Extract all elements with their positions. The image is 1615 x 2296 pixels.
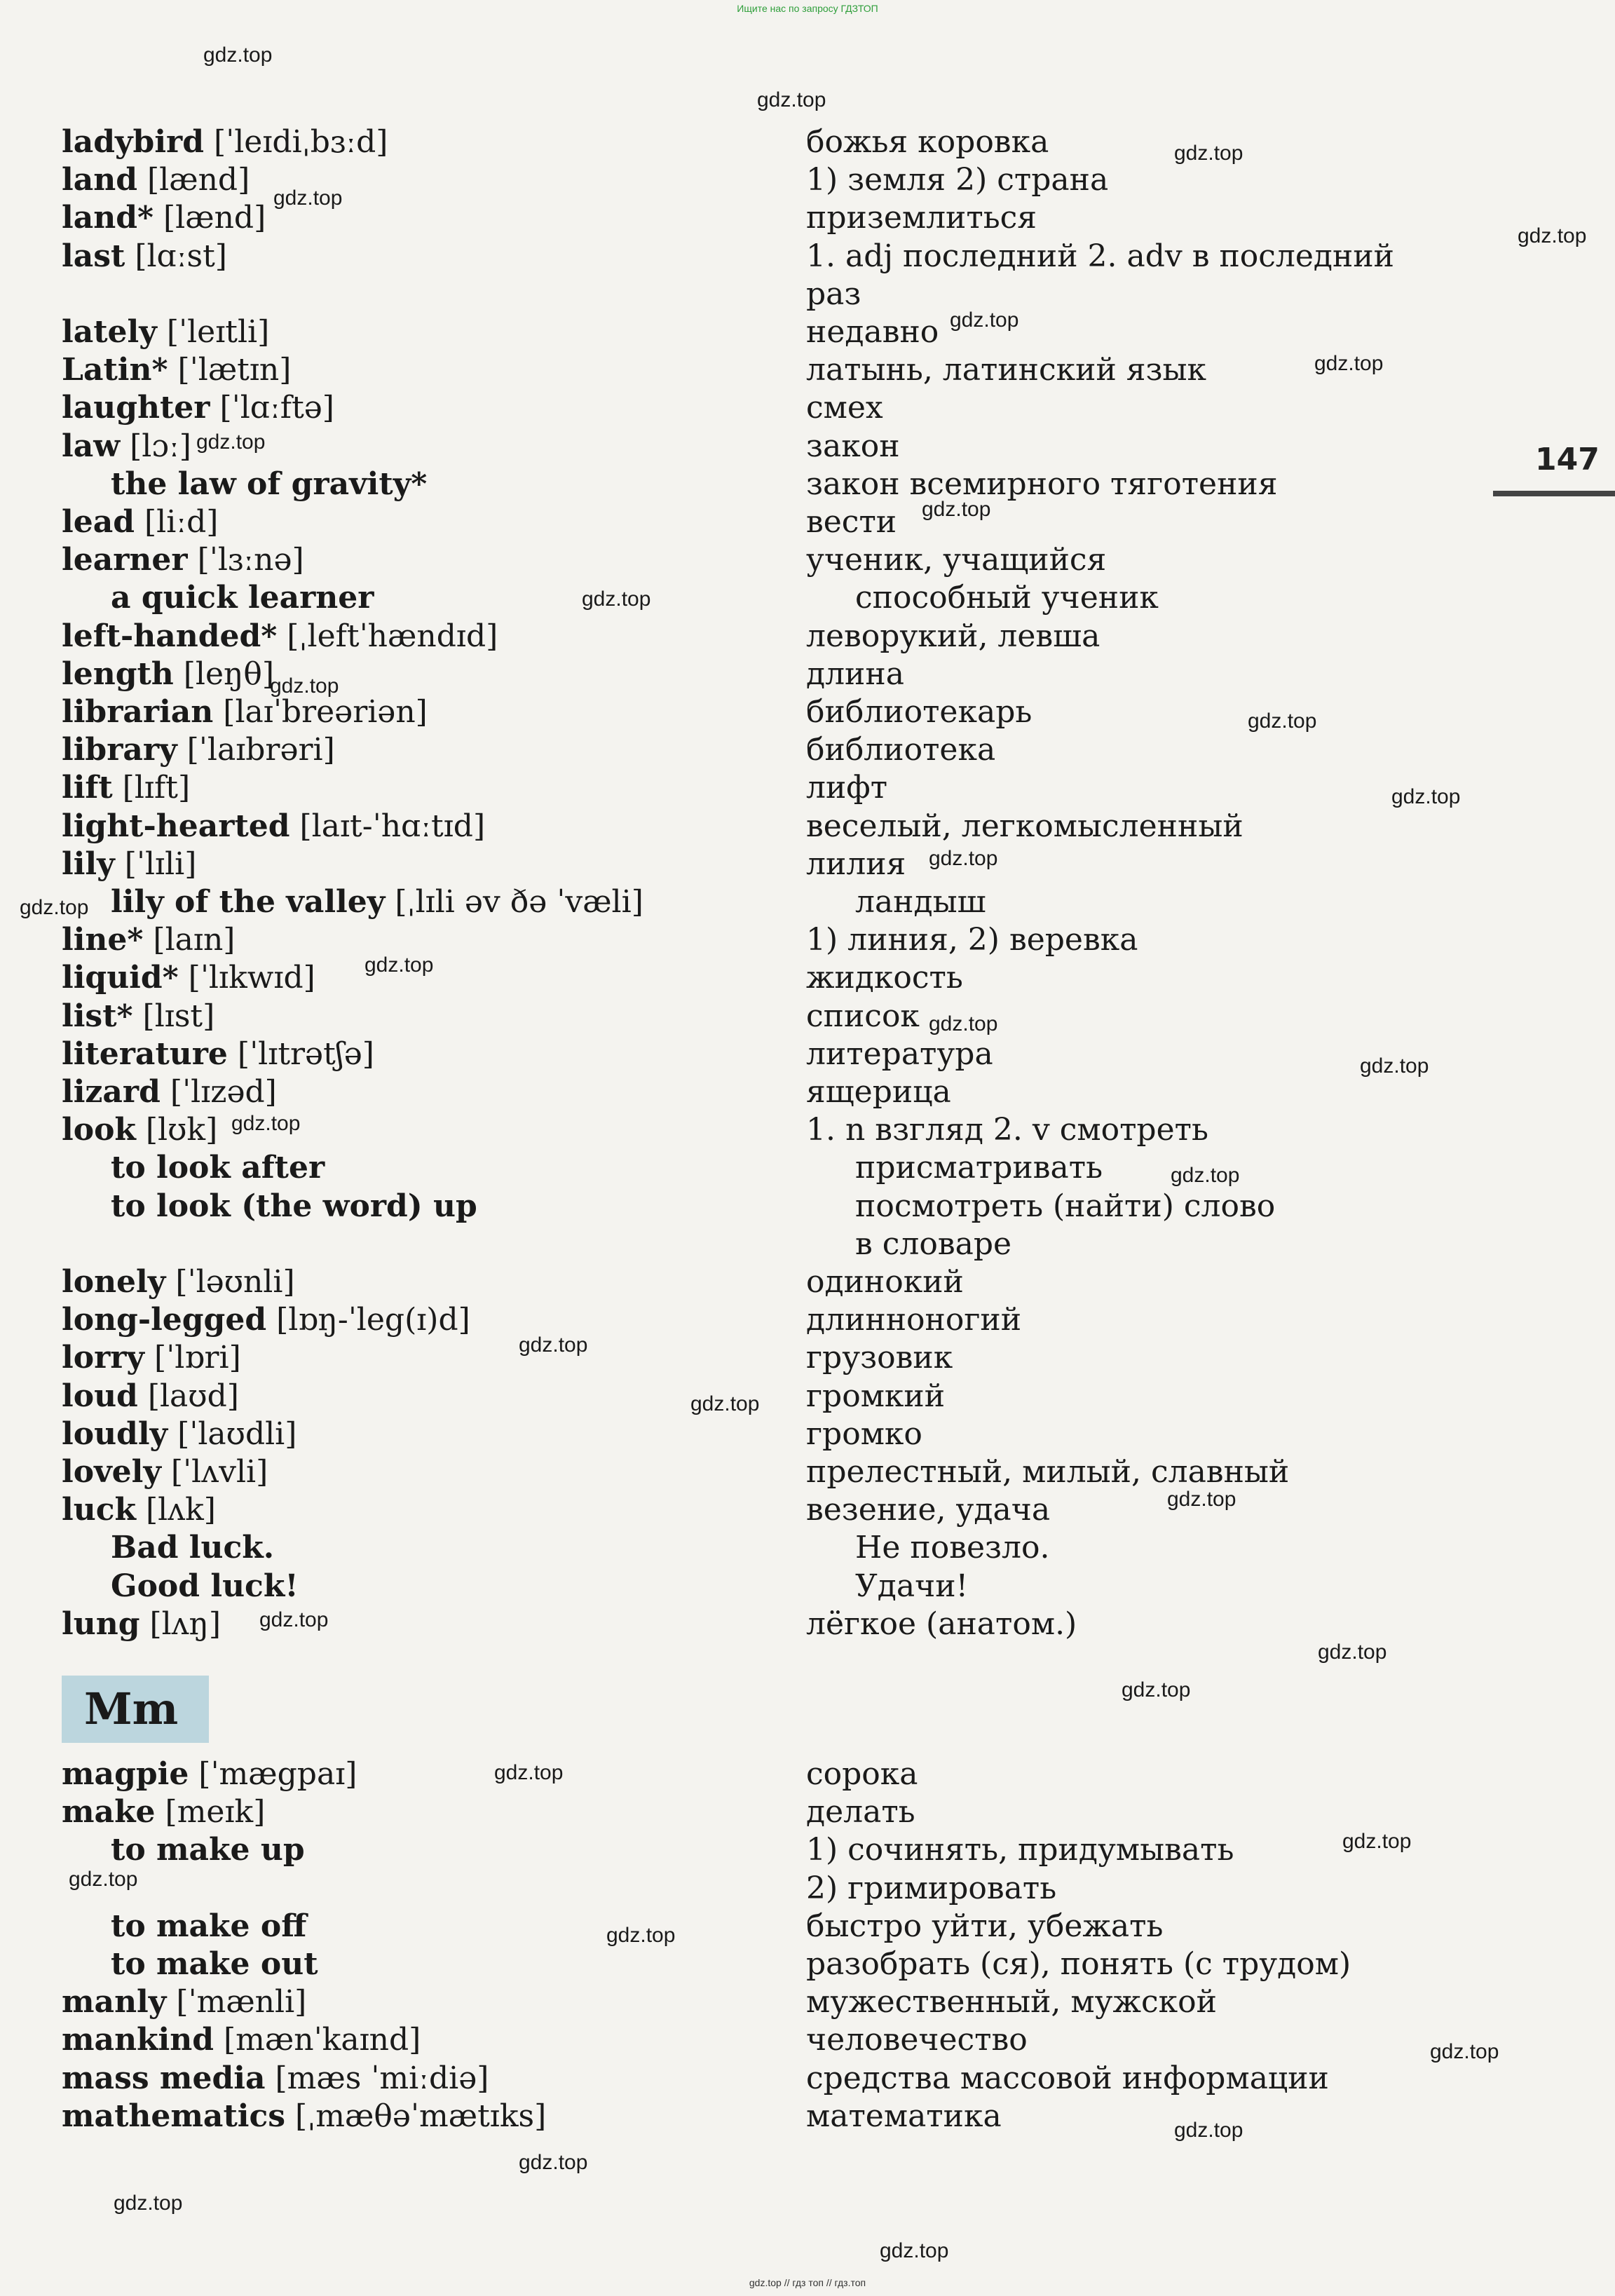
entry-translation: 2) гримировать [806, 1870, 1057, 1906]
entry-english [62, 238, 227, 276]
dictionary-entry [0, 313, 1615, 351]
entry-translation: литература [806, 1035, 993, 1072]
entry-translation: ученик, учащийся [806, 542, 1107, 578]
entry-translation: разобрать (ся), понять (с трудом) [806, 1946, 1351, 1982]
entry-translation: латынь, латинский язык [806, 352, 1207, 388]
entry-english [62, 959, 315, 997]
dictionary-entry [0, 1149, 1615, 1187]
entry-translation: математика [806, 2098, 1002, 2134]
watermark: gdz.top [690, 1392, 760, 1415]
entry-headword: a quick learner [111, 580, 374, 616]
entry-translation: жидкость [806, 960, 963, 996]
entry-english [62, 693, 428, 731]
entry-translation: громкий [806, 1378, 946, 1414]
dictionary-entry [0, 466, 1615, 503]
watermark: gdz.top [259, 1608, 329, 1631]
watermark: gdz.top [1430, 2040, 1499, 2063]
dictionary-entry [0, 845, 1615, 883]
entry-translation: присматривать [855, 1150, 1103, 1186]
entry-headword: mankind [62, 2022, 214, 2058]
entry-english [111, 466, 427, 503]
entry-translation: громко [806, 1415, 922, 1452]
entry-headword: make [62, 1794, 156, 1830]
watermark: gdz.top [20, 896, 89, 919]
entry-headword: left-handed* [62, 618, 278, 654]
entry-english [111, 1945, 318, 1983]
dictionary-entry [0, 921, 1615, 959]
entry-headword: mass media [62, 2060, 266, 2096]
entry-headword: literature [62, 1035, 228, 1072]
entry-headword: loudly [62, 1415, 168, 1452]
entry-headword: list* [62, 998, 133, 1034]
dictionary-entry [0, 1415, 1615, 1453]
dictionary-entry [0, 1755, 1615, 1793]
dictionary-entry [0, 199, 1615, 237]
entry-headword: to make out [111, 1946, 318, 1982]
dictionary-entry [0, 276, 1615, 313]
entry-transcription: [lɪst] [132, 998, 215, 1034]
entry-headword: lily [62, 845, 115, 882]
entry-english [62, 1111, 217, 1149]
entry-translation: прелестный, милый, славный [806, 1454, 1290, 1490]
watermark: gdz.top [1518, 224, 1587, 247]
dictionary-entry [0, 389, 1615, 427]
entry-translation: длина [806, 655, 904, 692]
dictionary-entry [0, 1529, 1615, 1567]
dictionary-entry [0, 1225, 1615, 1263]
entry-transcription: [ˈləʊnli] [165, 1264, 295, 1300]
watermark: gdz.top [196, 430, 266, 454]
dictionary-entry [0, 161, 1615, 199]
dictionary-entry [0, 1908, 1615, 1945]
entry-english [62, 503, 218, 541]
entry-english [62, 161, 250, 199]
entry-headword: law [62, 428, 121, 464]
entry-headword: the law of gravity* [111, 466, 428, 502]
entry-transcription: [lænd] [137, 162, 250, 198]
dictionary-entry [0, 1339, 1615, 1377]
entry-headword: ladybird [62, 124, 204, 160]
entry-headword: manly [62, 1984, 167, 2020]
watermark: gdz.top [1391, 785, 1461, 808]
dictionary-entry [0, 693, 1615, 731]
entry-transcription: [ˈlɪzəd] [160, 1074, 277, 1110]
watermark: gdz.top [880, 2239, 949, 2262]
dictionary-entry [0, 808, 1615, 845]
entry-english [62, 1755, 357, 1793]
entry-headword: lorry [62, 1340, 144, 1376]
dictionary-entry [0, 655, 1615, 693]
entry-english [62, 1983, 306, 2021]
entry-english [62, 618, 498, 655]
dictionary-entry [0, 1301, 1615, 1339]
entry-transcription: [laʊd] [137, 1378, 239, 1414]
page-number: 147 [1535, 442, 1600, 477]
dictionary-entry [0, 541, 1615, 579]
entry-english [62, 1301, 470, 1339]
bottom-banner: gdz.top // гдз топ // гдз.топ [749, 2277, 866, 2288]
dictionary-entry [0, 2060, 1615, 2098]
entry-headword: lonely [62, 1264, 166, 1300]
entry-english [62, 1793, 265, 1831]
dictionary-entry [0, 769, 1615, 807]
watermark: gdz.top [1342, 1830, 1412, 1853]
entry-headword: to make up [111, 1832, 305, 1868]
entry-translation: 1) линия, 2) веревка [806, 922, 1138, 958]
entry-english [62, 2098, 546, 2135]
entry-translation: средства массовой информации [806, 2060, 1329, 2096]
entry-translation: библиотекарь [806, 694, 1033, 730]
entry-english [62, 655, 274, 693]
entry-translation: список [806, 998, 920, 1034]
entry-headword: lately [62, 314, 157, 350]
dictionary-entry [0, 503, 1615, 541]
dictionary-entry [0, 1263, 1615, 1301]
entry-transcription: [mæs ˈmiːdiə] [265, 2060, 489, 2096]
dictionary-entry [0, 731, 1615, 769]
entry-english [62, 313, 269, 351]
dictionary-entry [0, 883, 1615, 921]
entry-transcription: [ˈlʌvli] [161, 1454, 268, 1490]
entry-english [111, 883, 643, 921]
entry-english [111, 1149, 325, 1187]
entry-translation: быстро уйти, убежать [806, 1908, 1164, 1944]
watermark: gdz.top [922, 498, 991, 521]
dictionary-entry [0, 1453, 1615, 1491]
entry-transcription: [ˈleɪtli] [156, 314, 270, 350]
entry-transcription: [liːd] [134, 504, 219, 540]
watermark: gdz.top [270, 674, 339, 698]
entry-transcription: [mænˈkaɪnd] [214, 2022, 421, 2058]
entry-transcription: [meɪk] [155, 1794, 266, 1830]
entry-english [62, 731, 335, 769]
entry-english [62, 1378, 239, 1415]
entry-transcription: [ˈmægpaɪ] [189, 1756, 357, 1792]
entry-english [111, 579, 374, 617]
watermark: gdz.top [1171, 1164, 1240, 1187]
dictionary-entry [0, 2021, 1615, 2059]
dictionary-entry [0, 998, 1615, 1035]
entry-english [111, 1831, 305, 1869]
entry-headword: lead [62, 504, 135, 540]
entry-translation: Не повезло. [855, 1530, 1050, 1566]
entry-headword: Good luck! [111, 1568, 299, 1604]
entry-transcription: [lɒŋ-ˈleg(ɪ)d] [266, 1302, 470, 1338]
entry-english [111, 1188, 477, 1225]
entry-translation: раз [806, 276, 861, 312]
entry-transcription: [lʊk] [135, 1112, 218, 1148]
entry-translation: 1. n взгляд 2. v смотреть [806, 1112, 1208, 1148]
entry-english [62, 808, 485, 845]
watermark: gdz.top [273, 186, 343, 210]
entry-translation: посмотреть (найти) слово [855, 1188, 1276, 1224]
entry-translation: одинокий [806, 1264, 964, 1300]
entry-english [62, 1339, 241, 1377]
entry-translation: лёгкое (анатом.) [806, 1605, 1077, 1642]
entry-headword: lovely [62, 1454, 161, 1490]
watermark: gdz.top [582, 587, 651, 611]
entry-english [62, 1035, 374, 1073]
entry-headword: Bad luck. [111, 1530, 275, 1566]
entry-headword: to look after [111, 1150, 325, 1186]
entry-headword: lift [62, 770, 113, 806]
entry-translation: мужественный, мужской [806, 1984, 1217, 2020]
entry-headword: loud [62, 1378, 138, 1414]
entry-transcription: [ˈlɪli] [114, 845, 197, 882]
dictionary-entry [0, 1073, 1615, 1111]
entry-headword: learner [62, 542, 188, 578]
top-banner: Ищите нас по запросу ГДЗТОП [737, 3, 878, 14]
entry-headword: librarian [62, 694, 214, 730]
dictionary-entry [0, 1188, 1615, 1225]
entry-translation: 1) сочинять, придумывать [806, 1832, 1234, 1868]
entry-translation: лифт [806, 770, 888, 806]
entry-headword: long-legged [62, 1302, 267, 1338]
entry-english [111, 1908, 306, 1945]
entry-transcription: [leŋθ] [173, 655, 275, 692]
section-header-label: Mm [84, 1683, 179, 1734]
entry-english [62, 1453, 268, 1491]
entry-translation: закон [806, 428, 900, 464]
entry-headword: liquid* [62, 960, 179, 996]
entry-headword: to make off [111, 1908, 307, 1944]
entry-translation: смех [806, 390, 883, 426]
watermark: gdz.top [519, 1333, 588, 1357]
watermark: gdz.top [1167, 1488, 1236, 1511]
entry-english [62, 1263, 295, 1301]
entry-translation: грузовик [806, 1340, 953, 1376]
entry-english [62, 351, 291, 389]
entry-transcription: [ˌmæθəˈmætɪks] [285, 2098, 547, 2134]
watermark: gdz.top [69, 1868, 138, 1891]
entry-english [62, 123, 388, 161]
dictionary-entry [0, 238, 1615, 276]
entry-headword: mathematics [62, 2098, 286, 2134]
dictionary-entry [0, 1568, 1615, 1605]
dictionary-entry [0, 579, 1615, 617]
entry-translation: ящерица [806, 1074, 951, 1110]
entry-headword: land* [62, 200, 154, 236]
entry-english [62, 921, 235, 959]
entry-transcription: [laɪt-ˈhɑːtɪd] [289, 808, 486, 844]
entry-translation: делать [806, 1794, 915, 1830]
entry-headword: length [62, 655, 174, 692]
entry-english [62, 389, 334, 427]
entry-headword: to look (the word) up [111, 1188, 477, 1224]
dictionary-entry [0, 1983, 1615, 2021]
entry-english [62, 845, 196, 883]
watermark: gdz.top [364, 953, 434, 977]
entry-english [62, 769, 190, 807]
entry-transcription: [laɪn] [143, 922, 236, 958]
watermark: gdz.top [494, 1761, 564, 1784]
entry-headword: land [62, 162, 137, 198]
watermark: gdz.top [1360, 1054, 1429, 1078]
watermark: gdz.top [1174, 2119, 1243, 2142]
entry-transcription: [lænd] [154, 200, 266, 236]
dictionary-entry [0, 1945, 1615, 1983]
entry-transcription: [ˌlɪli əv ðə ˈvæli] [385, 884, 643, 920]
entry-headword: magpie [62, 1756, 189, 1792]
entry-transcription: [ˈlɪkwɪd] [178, 960, 315, 996]
watermark: gdz.top [757, 88, 826, 111]
entry-english [111, 1529, 274, 1567]
entry-transcription: [ˈlɪtrətʃə] [227, 1035, 374, 1072]
dictionary-entry [0, 2098, 1615, 2135]
watermark: gdz.top [1314, 352, 1384, 375]
watermark: gdz.top [606, 1924, 676, 1947]
entry-transcription: [lɑːst] [125, 238, 227, 274]
entry-translation: библиотека [806, 732, 996, 768]
entry-transcription: [ˈlætɪn] [168, 352, 292, 388]
dictionary-entry [0, 123, 1615, 161]
entry-translation: 1) земля 2) страна [806, 162, 1109, 198]
entry-transcription: [lɪft] [112, 770, 191, 806]
watermark: gdz.top [1174, 142, 1243, 165]
entry-translation: в словаре [855, 1225, 1012, 1262]
entry-english [62, 2021, 421, 2059]
entry-translation: везение, удача [806, 1492, 1051, 1528]
dictionary-entry [0, 1605, 1615, 1643]
entry-translation: божья коровка [806, 124, 1049, 160]
entry-headword: library [62, 732, 177, 768]
entry-headword: luck [62, 1492, 136, 1528]
entry-english [62, 428, 191, 466]
watermark: gdz.top [1248, 709, 1317, 733]
entry-headword: laughter [62, 390, 210, 426]
entry-translation: вести [806, 504, 897, 540]
entry-transcription: [ˈlɜːnə] [187, 542, 304, 578]
watermark: gdz.top [929, 1012, 998, 1035]
entry-headword: lung [62, 1605, 140, 1642]
dictionary-entry [0, 1378, 1615, 1415]
entry-english [62, 1073, 277, 1111]
entry-transcription: [ˌleftˈhændɪd] [277, 618, 498, 654]
entry-headword: look [62, 1112, 136, 1148]
watermark: gdz.top [929, 847, 998, 870]
entry-transcription: [ˈlɒri] [144, 1340, 241, 1376]
entry-transcription: [laɪˈbreəriən] [213, 694, 428, 730]
entry-english [62, 1491, 216, 1529]
entry-english [62, 998, 214, 1035]
entry-english [62, 1415, 297, 1453]
entry-english [62, 1605, 221, 1643]
entry-translation: ландыш [855, 884, 986, 920]
entry-translation: 1. adj последний 2. adv в последний [806, 238, 1394, 274]
entry-translation: способный ученик [855, 580, 1159, 616]
dictionary-entry [0, 1793, 1615, 1831]
entry-translation: леворукий, левша [806, 618, 1100, 654]
entry-headword: lizard [62, 1074, 161, 1110]
dictionary-entry [0, 618, 1615, 655]
entry-transcription: [ˈlaʊdli] [168, 1415, 297, 1452]
entry-headword: last [62, 238, 125, 274]
entry-translation: приземлиться [806, 200, 1037, 236]
dictionary-entry [0, 1870, 1615, 1908]
watermark: gdz.top [519, 2151, 588, 2174]
entry-transcription: [lʌk] [135, 1492, 216, 1528]
entry-headword: light-hearted [62, 808, 290, 844]
watermark: gdz.top [203, 43, 273, 67]
entry-english [62, 199, 266, 237]
entry-translation: недавно [806, 314, 939, 350]
entry-transcription: [lɔː] [120, 428, 191, 464]
entry-transcription: [ˈleɪdiˌbɜːd] [203, 124, 388, 160]
watermark: gdz.top [231, 1112, 301, 1135]
entry-headword: Latin* [62, 352, 168, 388]
entry-transcription: [ˈlaɪbrəri] [177, 732, 335, 768]
dictionary-entry [0, 1491, 1615, 1529]
entry-translation: веселый, легкомысленный [806, 808, 1243, 844]
entry-english [62, 2060, 489, 2098]
entry-translation: человечество [806, 2022, 1028, 2058]
entry-transcription: [lʌŋ] [139, 1605, 222, 1642]
watermark: gdz.top [1122, 1678, 1191, 1701]
dictionary-entry [0, 959, 1615, 997]
entry-english [62, 541, 304, 579]
entry-transcription: [ˈlɑːftə] [210, 390, 334, 426]
entry-translation: закон всемирного тяготения [806, 466, 1278, 502]
entry-transcription: [ˈmænli] [166, 1984, 307, 2020]
entry-translation: сорока [806, 1756, 918, 1792]
watermark: gdz.top [114, 2192, 183, 2215]
entry-translation: длинноногий [806, 1302, 1022, 1338]
entry-translation: Удачи! [855, 1568, 969, 1604]
entry-english [111, 1568, 299, 1605]
watermark: gdz.top [1318, 1641, 1387, 1664]
entry-headword: line* [62, 922, 144, 958]
watermark: gdz.top [950, 308, 1019, 332]
entry-headword: lily of the valley [111, 884, 386, 920]
entry-translation: лилия [806, 845, 906, 882]
